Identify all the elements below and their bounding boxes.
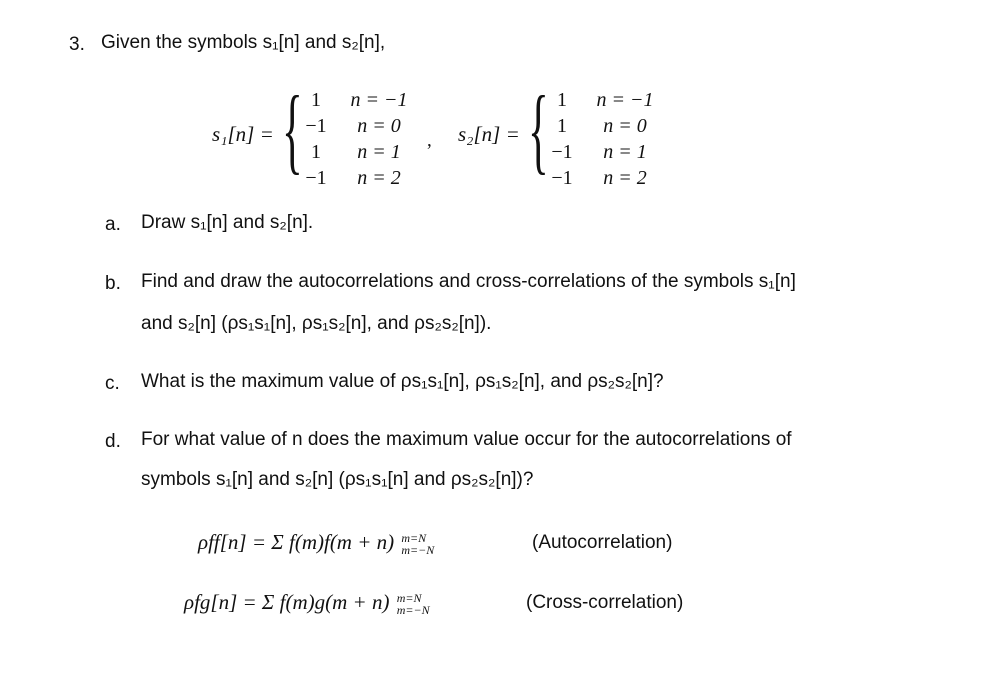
part-a-letter: a. [105,214,121,235]
s1-row: 1 n = 1 [311,141,401,163]
s1-row: 1 n = −1 [311,89,408,111]
s2-label: s₂[n] = [458,122,520,146]
part-b-letter: b. [105,273,121,294]
crosscorrelation-expression: ρfg[n] = Σ f(m)g(m + n) [184,590,390,614]
autocorrelation-label: (Autocorrelation) [532,532,673,553]
s2-brace: { [528,76,549,183]
problem-heading [69,34,85,56]
part-d-letter: d. [105,431,121,452]
s2-piecewise [544,87,670,191]
definition-separator: , [427,130,432,151]
part-a-text: Draw s₁[n] and s₂[n]. [141,212,314,233]
s2-row: −1 n = 2 [551,167,647,189]
problem-number: 3. [69,34,85,55]
s1-row: −1 n = 2 [305,167,401,189]
s1-piecewise [298,87,424,191]
crosscorrelation-label: (Cross-correlation) [526,592,684,613]
part-c-letter: c. [105,373,120,394]
part-b-line1: Find and draw the autocorrelations and cross-correlations of the symbols s₁[n] [141,271,796,292]
crosscorrelation-formula [184,590,432,616]
s1-row: −1 n = 0 [305,115,401,137]
s2-row: −1 n = 1 [551,141,647,163]
problem-intro: Given the symbols s₁[n] and s₂[n], [101,32,386,53]
s1-label: s₁[n] = [212,122,274,146]
part-d-line1: For what value of n does the maximum value occur for the autocorrelations of [141,429,792,450]
s1-brace: { [282,76,303,183]
autocorrelation-limits: m=N m=−N [401,531,435,558]
s2-row: 1 n = 0 [557,115,647,137]
part-b-line2: and s₂[n] (ρs₁s₁[n], ρs₁s₂[n], and ρs₂s₂[n]). [141,313,492,334]
crosscorrelation-limits: m=N m=−N [396,591,430,618]
part-d-line2: symbols s₁[n] and s₂[n] (ρs₁s₁[n] and ρs₂s₂[n])? [141,469,534,490]
autocorrelation-formula [198,530,436,556]
s2-row: 1 n = −1 [557,89,654,111]
autocorrelation-expression: ρff[n] = Σ f(m)f(m + n) [198,530,395,554]
part-c-text: What is the maximum value of ρs₁s₁[n], ρs₁s₂[n], and ρs₂s₂[n]? [141,371,664,392]
